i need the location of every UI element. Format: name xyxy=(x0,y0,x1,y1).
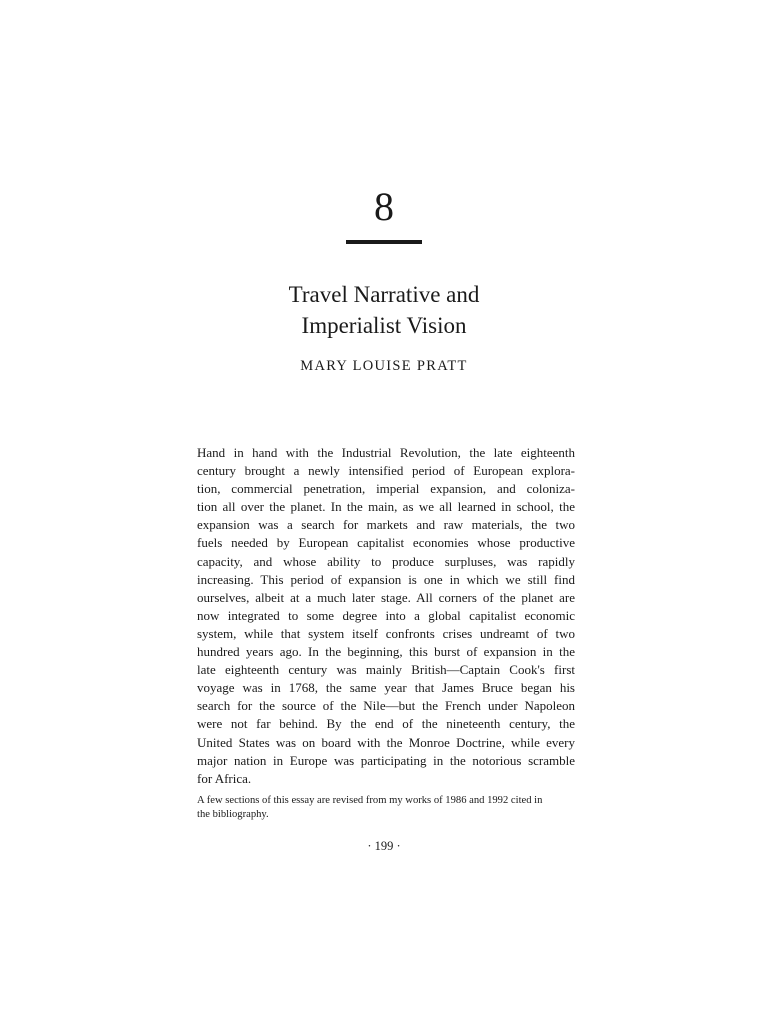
body-line: for Africa. xyxy=(197,770,252,786)
body-line: late eighteenth century was mainly British—Captain Cook's first xyxy=(197,662,575,678)
body-line: search for the source of the Nile—but the French under Napoleon xyxy=(197,698,575,714)
body-line: system, while that system itself confronts crises undreamt of two xyxy=(197,625,575,641)
chapter-title xyxy=(0,279,768,341)
page-number: · 199 · xyxy=(367,839,401,853)
body-line: century brought a newly intensified period of European explora- xyxy=(197,463,575,479)
footnote-line-1: A few sections of this essay are revised from my works of 1986 and 1992 cited in xyxy=(197,795,543,806)
footnote-line-2: the bibliography. xyxy=(197,809,269,820)
body-line: fuels needed by European capitalist economies whose productive xyxy=(197,535,575,551)
body-line: tion all over the planet. In the main, as we all learned in school, the xyxy=(197,499,575,515)
body-line: United States was on board with the Monroe Doctrine, while every xyxy=(197,734,575,750)
chapter-title-line-2: Imperialist Vision xyxy=(301,313,467,338)
body-line: tion, commercial penetration, imperial expansion, and coloniza- xyxy=(197,481,575,497)
body-line: major nation in Europe was participating in the notorious scramble xyxy=(197,752,575,768)
author-name: MARY LOUISE PRATT xyxy=(300,358,468,374)
chapter-rule xyxy=(346,240,422,244)
chapter-title-line-1: Travel Narrative and xyxy=(288,282,480,307)
body-line: were not far behind. By the end of the nineteenth century, the xyxy=(197,716,575,732)
footnote xyxy=(197,794,575,822)
body-line: Hand in hand with the Industrial Revolution, the late eighteenth xyxy=(197,445,575,460)
body-line: increasing. This period of expansion is one in which we still find xyxy=(197,571,575,587)
body-paragraph xyxy=(197,444,575,788)
body-line: expansion was a search for markets and raw materials, the two xyxy=(197,517,575,533)
body-line: voyage was in 1768, the same year that James Bruce began his xyxy=(197,680,575,696)
body-line: ourselves, albeit at a much later stage. All corners of the planet are xyxy=(197,589,575,605)
body-line: capacity, and whose ability to produce surpluses, was rapidly xyxy=(197,553,575,569)
chapter-number: 8 xyxy=(374,184,394,229)
body-line: hundred years ago. In the beginning, this burst of expansion in the xyxy=(197,644,575,660)
body-line: now integrated to some degree into a global capitalist economic xyxy=(197,607,575,623)
